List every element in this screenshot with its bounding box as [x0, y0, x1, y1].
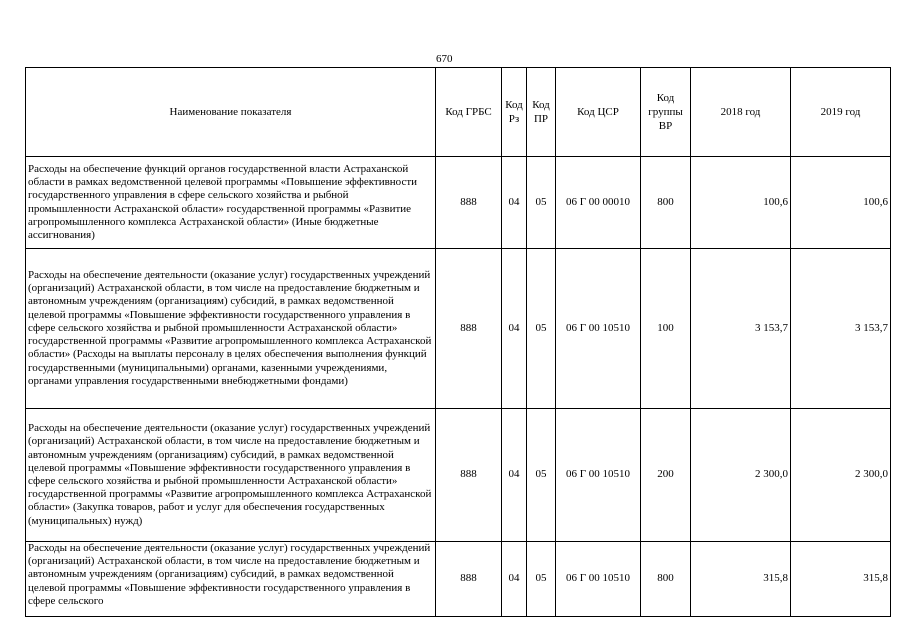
row-2019: 100,6 [791, 157, 891, 249]
page-number: 670 [436, 53, 453, 65]
header-row [26, 68, 891, 157]
row-description: Расходы на обеспечение деятельности (оказание услуг) государственных учреждений (организаций) Астраханской области, в том числе на предоставление бюджетным и автономным учреждениям (организациям) субсидий, в рамках ведомственной целевой программы «Повышение эффективности государственного управления в сфере сельского хозяйства и рыбной промышленности Астраханской области» государственной программы «Развитие агропромышленного комплекса Астраханской области» (Расходы на выплаты персоналу в целях обеспечения выполнения функций государственными (муниципальными) органами, казенными учреждениями, органами управления государственными внебюджетными фондами) [26, 249, 436, 409]
row-vr: 100 [641, 249, 691, 409]
row-csr: 06 Г 00 10510 [556, 409, 641, 542]
row-rz: 04 [502, 542, 527, 617]
row-description: Расходы на обеспечение деятельности (оказание услуг) государственных учреждений (организаций) Астраханской области, в том числе на предоставление бюджетным и автономным учреждениям (организациям) субсидий, в рамках ведомственной целевой программы «Повышение эффективности государственного управления в сфере сельского [26, 542, 436, 617]
row-pr: 05 [527, 542, 556, 617]
row-pr: 05 [527, 157, 556, 249]
row-csr: 06 Г 00 10510 [556, 249, 641, 409]
row-2019: 2 300,0 [791, 409, 891, 542]
row-grbs: 888 [436, 542, 502, 617]
row-2019: 315,8 [791, 542, 891, 617]
table-row [26, 409, 891, 542]
budget-table [25, 67, 891, 617]
row-vr: 800 [641, 157, 691, 249]
row-vr: 200 [641, 409, 691, 542]
row-2018: 100,6 [691, 157, 791, 249]
row-csr: 06 Г 00 00010 [556, 157, 641, 249]
row-pr: 05 [527, 409, 556, 542]
header-grbs: Код ГРБС [436, 68, 502, 157]
header-name: Наименование показателя [26, 68, 436, 157]
header-2018: 2018 год [691, 68, 791, 157]
row-rz: 04 [502, 409, 527, 542]
row-grbs: 888 [436, 409, 502, 542]
row-grbs: 888 [436, 249, 502, 409]
row-vr: 800 [641, 542, 691, 617]
row-csr: 06 Г 00 10510 [556, 542, 641, 617]
header-2019: 2019 год [791, 68, 891, 157]
row-2018: 2 300,0 [691, 409, 791, 542]
row-rz: 04 [502, 249, 527, 409]
row-description: Расходы на обеспечение деятельности (оказание услуг) государственных учреждений (организаций) Астраханской области, в том числе на предоставление бюджетным и автономным учреждениям (организациям) субсидий, в рамках ведомственной целевой программы «Повышение эффективности государственного управления в сфере сельского хозяйства и рыбной промышленности Астраханской области» государственной программы «Развитие агропромышленного комплекса Астраханской области» (Закупка товаров, работ и услуг для обеспечения государственных (муниципальных) нужд) [26, 409, 436, 542]
row-2018: 3 153,7 [691, 249, 791, 409]
row-2019: 3 153,7 [791, 249, 891, 409]
row-grbs: 888 [436, 157, 502, 249]
header-csr: Код ЦСР [556, 68, 641, 157]
row-description: Расходы на обеспечение функций органов государственной власти Астраханской области в рамках ведомственной целевой программы «Повышение эффективности государственного управления в сфере сельского хозяйства и рыбной промышленности Астраханской области» государственной программы «Развитие агропромышленного комплекса Астраханской области» (Иные бюджетные ассигнования) [26, 157, 436, 249]
table-row [26, 249, 891, 409]
table-row [26, 542, 891, 617]
header-rz: Код Рз [502, 68, 527, 157]
header-pr: Код ПР [527, 68, 556, 157]
row-pr: 05 [527, 249, 556, 409]
header-vr: Код группы ВР [641, 68, 691, 157]
row-rz: 04 [502, 157, 527, 249]
table-row [26, 157, 891, 249]
row-2018: 315,8 [691, 542, 791, 617]
